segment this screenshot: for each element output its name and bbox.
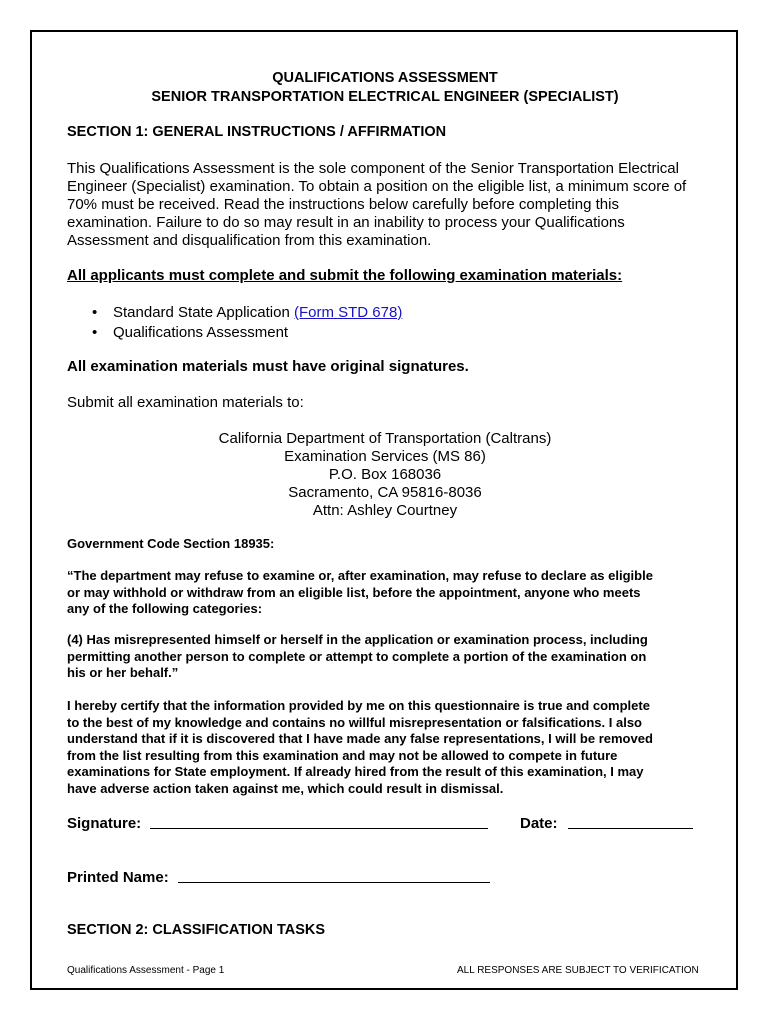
mailing-address	[0, 430, 770, 520]
certification-line: examinations for State employment. If already hired from the result of this examination, I may	[67, 764, 644, 779]
address-line: Examination Services (MS 86)	[284, 448, 486, 465]
address-line: Attn: Ashley Courtney	[312, 502, 458, 519]
intro-line: 70% must be received. Read the instructions below carefully before completing this	[67, 196, 619, 213]
certification-line: understand that if it is discovered that I have made any false representations, I will be removed	[67, 731, 653, 746]
date-field[interactable]	[568, 828, 693, 829]
list-item	[67, 323, 402, 343]
certification-paragraph	[67, 698, 707, 797]
certification-line: to the best of my knowledge and contains no willful misrepresentation or falsifications. I also	[67, 714, 642, 730]
intro-line: Engineer (Specialist) examination. To obtain a position on the eligible list, a minimum score of	[67, 178, 687, 195]
date-label: Date:	[520, 815, 558, 832]
intro-paragraph	[67, 160, 707, 250]
printed-name-field[interactable]	[178, 882, 490, 883]
printed-name-label: Printed Name:	[67, 869, 169, 886]
certification-line: from the list resulting from this examination and may not be allowed to compete in future	[67, 747, 618, 763]
quote-line: his or her behalf.”	[67, 665, 179, 680]
footer-verification-note: ALL RESPONSES ARE SUBJECT TO VERIFICATION	[457, 965, 699, 976]
intro-line: examination. Failure to do so may result in an inability to process your Qualifications	[67, 214, 625, 231]
list-item	[67, 303, 402, 323]
intro-line: This Qualifications Assessment is the sole component of the Senior Transportation Electrical	[67, 160, 679, 177]
material-label: Standard State Application	[113, 304, 294, 321]
certification-line: have adverse action taken against me, which could result in dismissal.	[67, 780, 504, 796]
address-line: P.O. Box 168036	[328, 466, 442, 483]
section2-heading: SECTION 2: CLASSIFICATION TASKS	[67, 922, 326, 938]
signature-field[interactable]	[150, 828, 488, 829]
intro-line: Assessment and disqualification from this examination.	[67, 232, 432, 249]
quote-paragraph-1	[67, 568, 707, 618]
document-title: QUALIFICATIONS ASSESSMENT	[272, 70, 498, 86]
section1-heading: SECTION 1: GENERAL INSTRUCTIONS / AFFIRMATION	[67, 124, 447, 140]
materials-heading: All applicants must complete and submit the following examination materials:	[67, 267, 623, 284]
quote-line: (4) Has misrepresented himself or herself in the application or examination process, including	[67, 632, 648, 647]
quote-line: any of the following categories:	[67, 601, 263, 616]
form-std-678-link[interactable]: (Form STD 678)	[293, 304, 403, 321]
materials-list	[67, 303, 402, 342]
submit-instruction: Submit all examination materials to:	[67, 394, 304, 411]
quote-paragraph-2	[67, 632, 707, 682]
certification-line: I hereby certify that the information provided by me on this questionnaire is true and complete	[67, 698, 650, 713]
address-line: Sacramento, CA 95816-8036	[288, 484, 482, 501]
bullet-icon: •	[92, 304, 98, 321]
document-subtitle: SENIOR TRANSPORTATION ELECTRICAL ENGINEER (SPECIALIST)	[151, 89, 619, 105]
quote-line: permitting another person to complete or attempt to complete a portion of the examination on	[67, 648, 647, 664]
signature-label: Signature:	[67, 815, 142, 832]
quote-line: “The department may refuse to examine or, after examination, may refuse to declare as eligible	[67, 568, 653, 583]
bullet-icon: •	[92, 323, 98, 341]
code-heading: Government Code Section 18935:	[67, 536, 275, 551]
footer-page-label: Qualifications Assessment - Page 1	[67, 965, 225, 976]
quote-line: or may withhold or withdraw from an eligible list, before the appointment, anyone who meets	[67, 584, 641, 600]
material-label: Qualifications Assessment	[113, 323, 289, 341]
signatures-note: All examination materials must have original signatures.	[67, 358, 469, 375]
address-line: California Department of Transportation (Caltrans)	[218, 430, 552, 447]
